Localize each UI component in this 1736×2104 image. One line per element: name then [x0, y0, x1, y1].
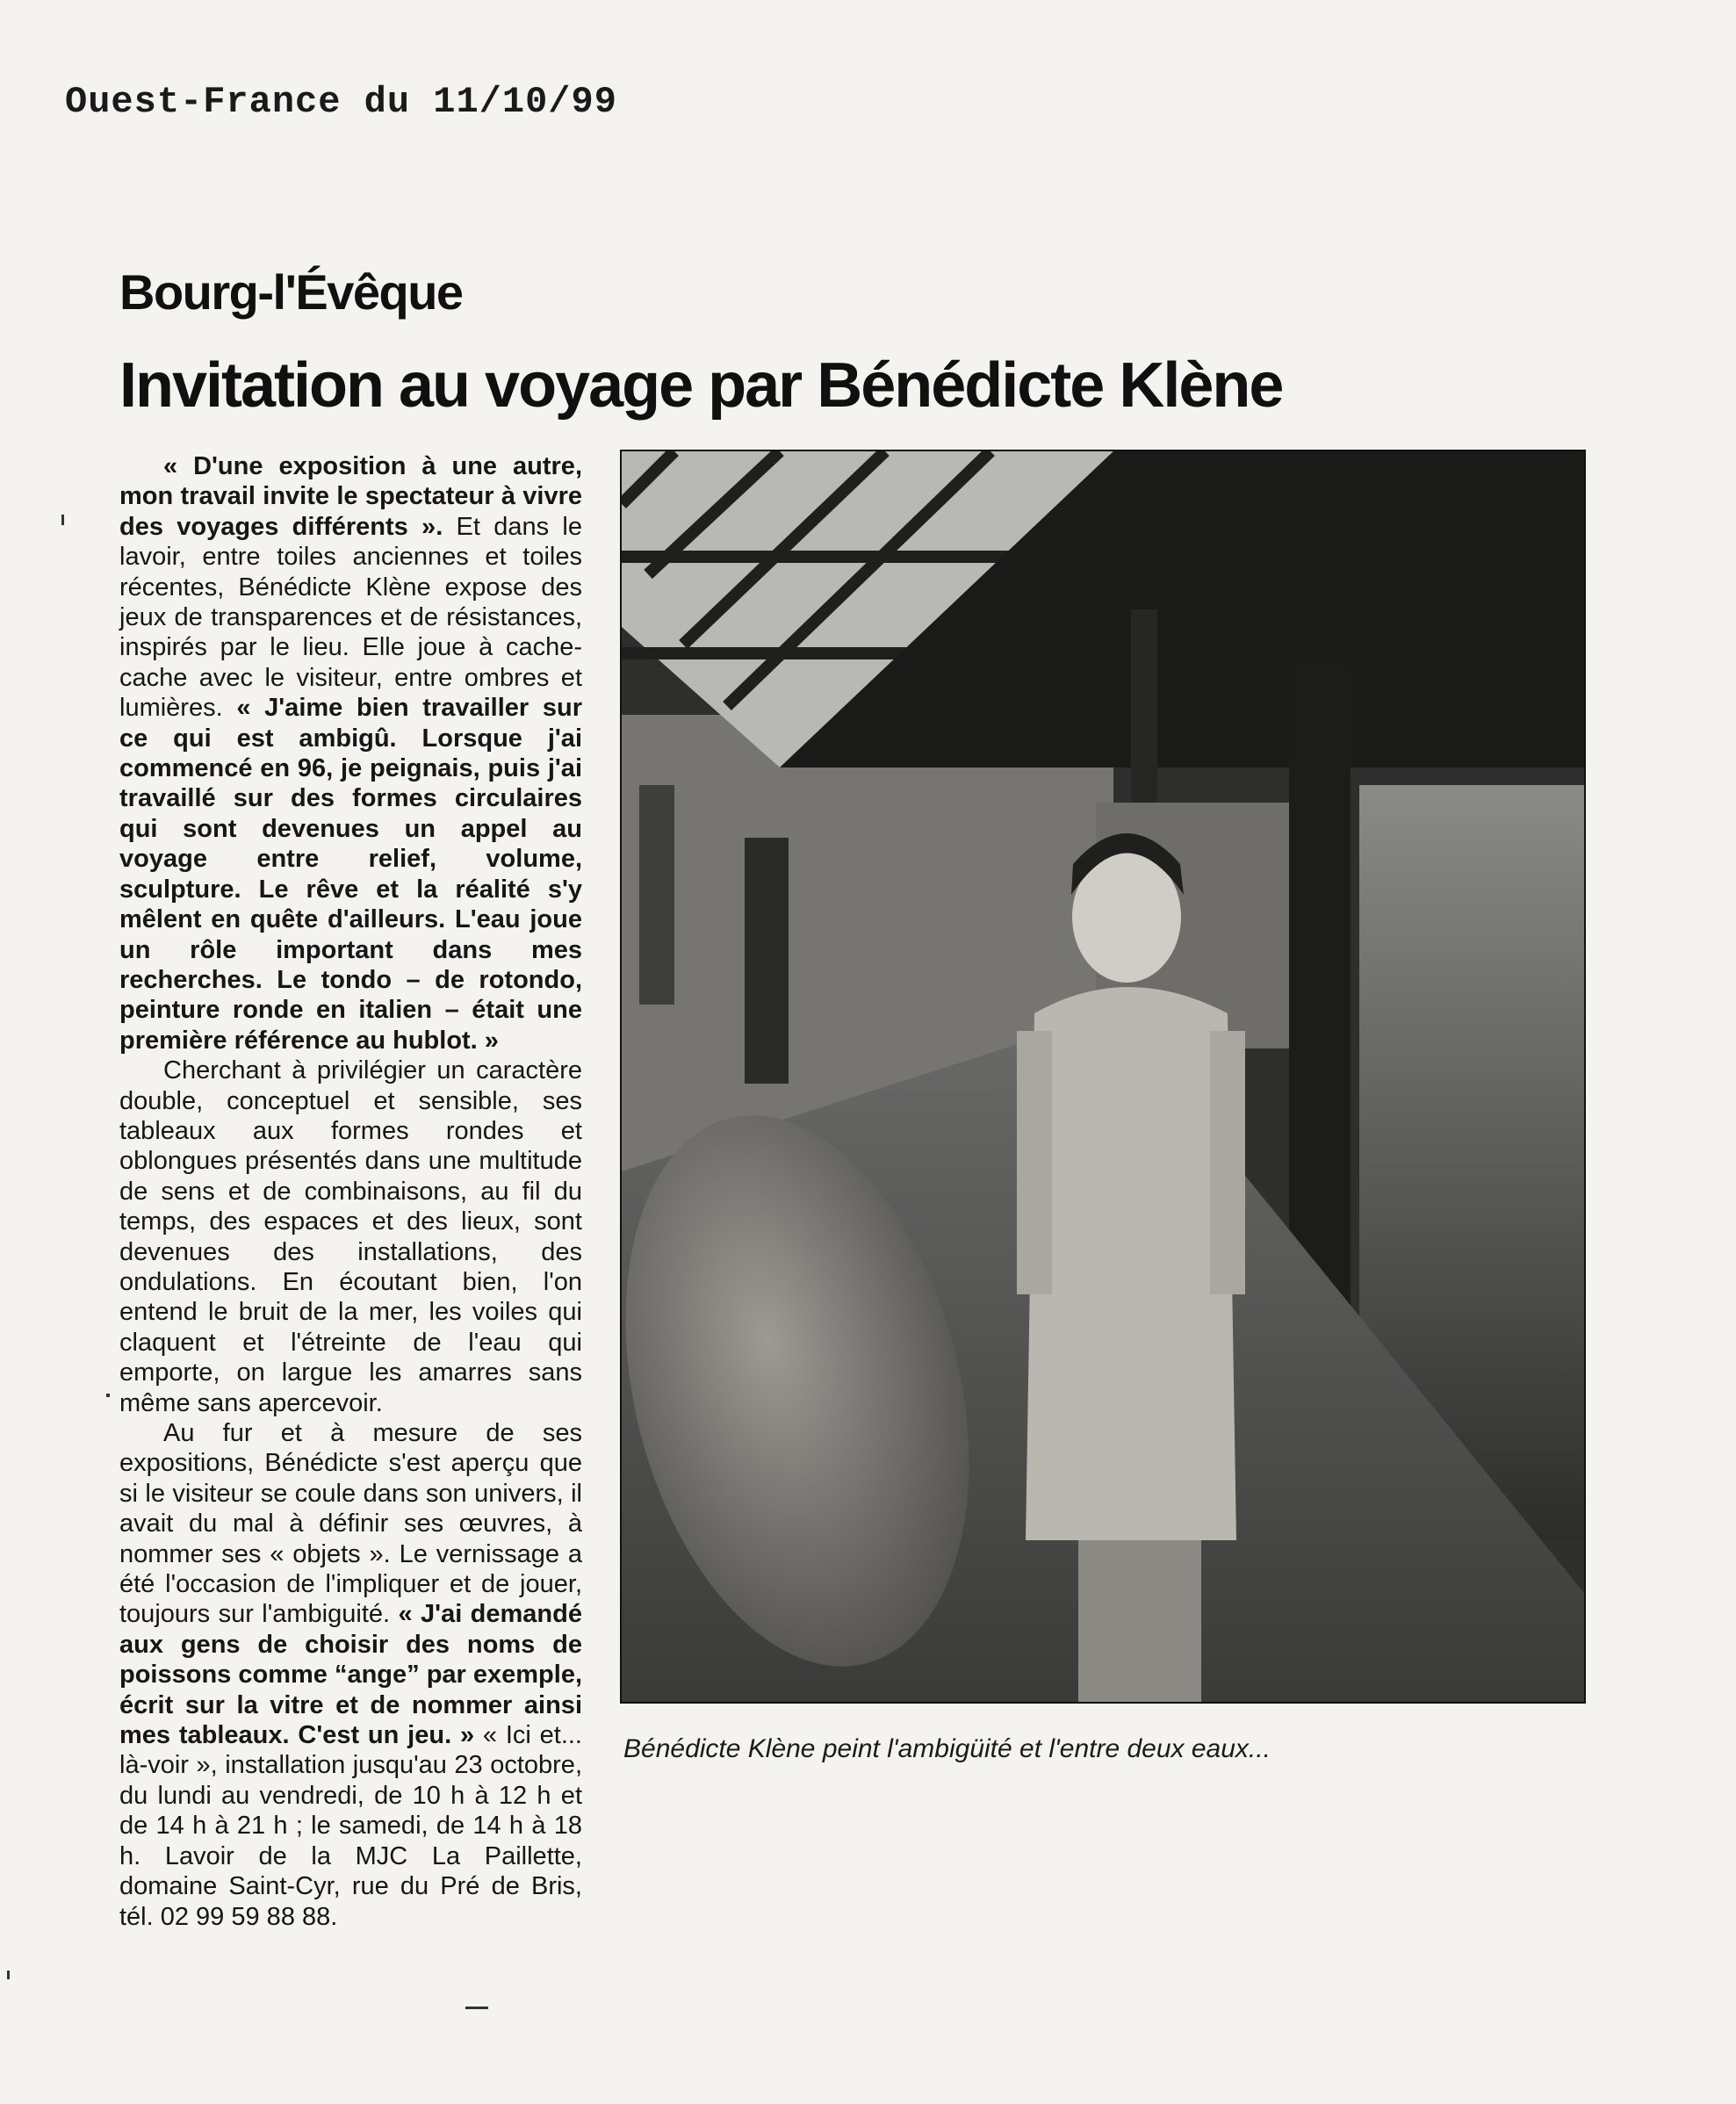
scan-speck — [7, 1971, 10, 1979]
closing-quote: « J'ai demandé aux gens de choisir des noms de poissons comme “ange” par exemple, écrit sur la vitre et de nommer ainsi mes tableaux. C'est un jeu. » — [119, 1600, 583, 1750]
article-paragraph-3 — [119, 1418, 582, 1932]
article-headline: Invitation au voyage par Bénédicte Klène — [119, 350, 1283, 421]
paragraph-1-body: Et dans le lavoir, entre toiles anciennes et toiles récentes, Bénédicte Klène expose des jeux de transparences et de résistances, inspirés par le lieu. Elle joue à cache-cache avec le visiteur, entre ombres et lumières. — [119, 512, 582, 723]
paragraph-3-body: Au fur et à mesure de ses expositions, Bénédicte s'est aperçu que si le visiteur se coule dans son univers, il avait du mal à définir ses œuvres, à nommer ses « objets ». Le vernissage a été l'occasion de l'impliquer et de jouer, toujours sur l'ambiguité. — [119, 1419, 582, 1629]
article-paragraph-1 — [119, 451, 582, 1056]
article-photo — [620, 450, 1586, 1704]
artist-quote: « J'aime bien travailler sur ce qui est ambigû. Lorsque j'ai commencé en 96, je peignais, puis j'ai travaillé sur des formes circulaires qui sont devenues un appel au voyage entre relief, volume, sculpture. Le rêve et la réalité s'y mêlent en quête d'ailleurs. L'eau joue un rôle important dans mes recherches. Le tondo – de rotondo, peinture ronde en italien – était une première référence au hublot. » — [119, 694, 583, 1055]
newspaper-source-date: Ouest-France du 11/10/99 — [65, 81, 617, 123]
location-kicker: Bourg-l'Évêque — [119, 264, 463, 320]
opening-quote: « D'une exposition à une autre, mon travail invite le spectateur à vivre des voyages différents ». — [119, 452, 582, 541]
photo-caption: Bénédicte Klène peint l'ambigüité et l'entre deux eaux... — [623, 1734, 1271, 1763]
article-column-1 — [119, 451, 582, 1932]
scan-speck — [61, 515, 64, 525]
exhibition-info: « Ici et... là-voir », installation jusqu'au 23 octobre, du lundi au vendredi, de 10 h à 12 h et de 14 h à 21 h ; le samedi, de 14 h à 18 h. Lavoir de la MJC La Paillette, domaine Saint-Cyr, rue du Pré de Bris, tél. 02 99 59 88 88. — [119, 1721, 582, 1931]
photo-artist-in-lavoir — [622, 451, 1584, 1702]
article-paragraph-2: Cherchant à privilégier un caractère double, conceptuel et sensible, ses tableaux aux formes rondes et oblongues présentés dans une multitude de sens et de combinaisons, au fil du temps, des espaces et des lieux, sont devenues des installations, des ondulations. En écoutant bien, l'on entend le bruit de la mer, les voiles qui claquent et l'étreinte de l'eau qui emporte, on largue les amarres sans même sans apercevoir. — [119, 1056, 582, 1417]
scan-speck — [106, 1394, 110, 1397]
scan-speck — [465, 2007, 488, 2009]
